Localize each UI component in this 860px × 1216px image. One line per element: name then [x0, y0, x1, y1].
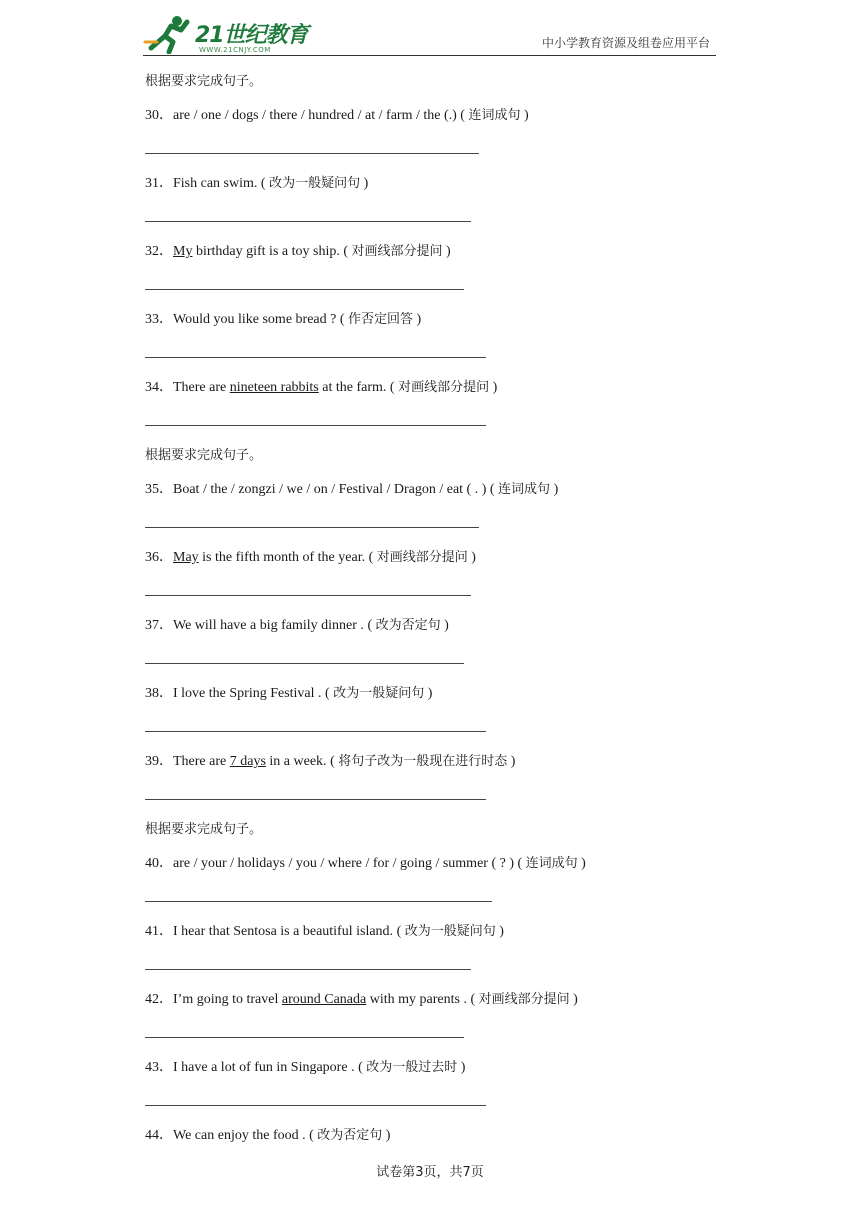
answer-line: [145, 357, 486, 358]
answer-blank[interactable]: [145, 208, 705, 242]
answer-line: [145, 221, 471, 222]
question-task: 连词成句: [525, 856, 578, 871]
question-number: 37．: [145, 618, 173, 633]
answer-blank[interactable]: [145, 412, 705, 446]
question-task: 改为一般疑问句: [404, 924, 496, 939]
section-instruction: 根据要求完成句子。: [145, 822, 263, 837]
question-item: 37．We will have a big family dinner . ( 改为否定句 ): [145, 618, 449, 633]
answer-line: [145, 1105, 486, 1106]
question-item: 33．Would you like some bread ? ( 作否定回答 ): [145, 312, 422, 327]
question-text: are / your / holidays / you / where / for / going / summer ( ? ): [173, 856, 514, 871]
page-footer: 试卷第3页，共7页: [376, 1165, 484, 1180]
underlined-text: My: [173, 244, 193, 259]
question-item: 42．I’m going to travel around Canada with my parents . ( 对画线部分提问 ): [145, 992, 578, 1007]
question-text: There are: [173, 754, 230, 769]
question-task: 改为否定句: [317, 1128, 383, 1143]
logo-text: 21世纪教育: [195, 23, 308, 48]
question-number: 42．: [145, 992, 173, 1007]
underlined-text: May: [173, 550, 199, 565]
section-instruction: 根据要求完成句子。: [145, 74, 263, 89]
question-number: 41．: [145, 924, 173, 939]
section-instruction: 根据要求完成句子。: [145, 448, 263, 463]
question-text: I hear that Sentosa is a beautiful island.: [173, 924, 394, 939]
question-item: 35．Boat / the / zongzi / we / on / Festival / Dragon / eat ( . ) ( 连词成句 ): [145, 482, 559, 497]
question-item: 31．Fish can swim. ( 改为一般疑问句 ): [145, 176, 369, 191]
underlined-text: around Canada: [281, 992, 367, 1007]
answer-line: [145, 663, 464, 664]
question-number: 39．: [145, 754, 173, 769]
question-item: 41．I hear that Sentosa is a beautiful island. ( 改为一般疑问句 ): [145, 924, 504, 939]
question-task: 对画线部分提问: [376, 550, 468, 565]
answer-blank[interactable]: [145, 1024, 705, 1058]
question-text-end: with my parents .: [366, 992, 467, 1007]
answer-blank[interactable]: [145, 1092, 705, 1126]
question-text-end: is the fifth month of the year.: [198, 550, 366, 565]
answer-blank[interactable]: [145, 582, 705, 616]
answer-line: [145, 153, 479, 154]
question-item: 39．There are 7 days in a week. ( 将句子改为一般现在进行时态 ): [145, 754, 516, 769]
question-number: 44．: [145, 1128, 173, 1143]
question-task: 连词成句: [468, 108, 521, 123]
answer-line: [145, 1037, 464, 1038]
question-task: 将句子改为一般现在进行时态: [338, 754, 508, 769]
question-item: 34．There are nineteen rabbits at the farm. ( 对画线部分提问 ): [145, 380, 498, 395]
question-task: 改为一般疑问句: [269, 176, 361, 191]
question-task: 改为否定句: [375, 618, 441, 633]
question-item: 32．My birthday gift is a toy ship. ( 对画线部分提问 ): [145, 244, 451, 259]
question-number: 43．: [145, 1060, 173, 1075]
answer-line: [145, 799, 486, 800]
question-text-end: at the farm.: [318, 380, 387, 395]
question-item: 38．I love the Spring Festival . ( 改为一般疑问句 ): [145, 686, 433, 701]
answer-line: [145, 527, 479, 528]
question-number: 30．: [145, 108, 173, 123]
question-text: We will have a big family dinner .: [173, 618, 364, 633]
page-header: [143, 10, 716, 56]
answer-line: [145, 289, 464, 290]
question-list: [145, 72, 705, 1160]
question-number: 32．: [145, 244, 173, 259]
answer-line: [145, 425, 486, 426]
answer-line: [145, 901, 492, 902]
platform-name: 中小学教育资源及组卷应用平台: [541, 36, 710, 50]
question-task: 对画线部分提问: [478, 992, 570, 1007]
question-text: Would you like some bread ?: [173, 312, 337, 327]
answer-blank[interactable]: [145, 786, 705, 820]
question-number: 40．: [145, 856, 173, 871]
question-number: 34．: [145, 380, 173, 395]
question-number: 33．: [145, 312, 173, 327]
question-text: I love the Spring Festival .: [173, 686, 322, 701]
question-number: 35．: [145, 482, 173, 497]
question-item: 43．I have a lot of fun in Singapore . ( 改为一般过去时 ): [145, 1060, 466, 1075]
question-number: 31．: [145, 176, 173, 191]
answer-blank[interactable]: [145, 140, 705, 174]
question-text: are / one / dogs / there / hundred / at / farm / the (.): [173, 108, 457, 123]
question-item: 36．May is the fifth month of the year. ( 对画线部分提问 ): [145, 550, 476, 565]
underlined-text: nineteen rabbits: [229, 380, 319, 395]
header-divider: [143, 55, 716, 56]
question-number: 38．: [145, 686, 173, 701]
logo-url: WWW.21CNJY.COM: [199, 46, 271, 54]
question-item: 40．are / your / holidays / you / where / for / going / summer ( ? ) ( 连词成句 ): [145, 856, 586, 871]
answer-line: [145, 969, 471, 970]
answer-blank[interactable]: [145, 344, 705, 378]
question-text: We can enjoy the food .: [173, 1128, 306, 1143]
question-text: I’m going to travel: [173, 992, 282, 1007]
question-task: 连词成句: [498, 482, 551, 497]
answer-line: [145, 595, 471, 596]
runner-icon: [143, 12, 195, 54]
answer-blank[interactable]: [145, 718, 705, 752]
answer-blank[interactable]: [145, 888, 705, 922]
question-text: Boat / the / zongzi / we / on / Festival / Dragon / eat ( . ): [173, 482, 487, 497]
question-item: 44．We can enjoy the food . ( 改为否定句 ): [145, 1128, 391, 1143]
question-text: There are: [173, 380, 230, 395]
underlined-text: 7 days: [229, 754, 266, 769]
answer-blank[interactable]: [145, 514, 705, 548]
question-task: 作否定回答: [348, 312, 414, 327]
question-text: I have a lot of fun in Singapore .: [173, 1060, 355, 1075]
question-item: 30．are / one / dogs / there / hundred / at / farm / the (.) ( 连词成句 ): [145, 108, 529, 123]
answer-line: [145, 731, 486, 732]
question-task: 对画线部分提问: [351, 244, 443, 259]
question-text: Fish can swim.: [173, 176, 258, 191]
question-task: 改为一般过去时: [366, 1060, 458, 1075]
question-task: 对画线部分提问: [398, 380, 490, 395]
answer-blank[interactable]: [145, 276, 705, 310]
question-text-end: in a week.: [265, 754, 327, 769]
question-text-end: birthday gift is a toy ship.: [192, 244, 340, 259]
answer-blank[interactable]: [145, 956, 705, 990]
question-task: 改为一般疑问句: [333, 686, 425, 701]
site-logo: [143, 12, 313, 54]
question-number: 36．: [145, 550, 173, 565]
answer-blank[interactable]: [145, 650, 705, 684]
